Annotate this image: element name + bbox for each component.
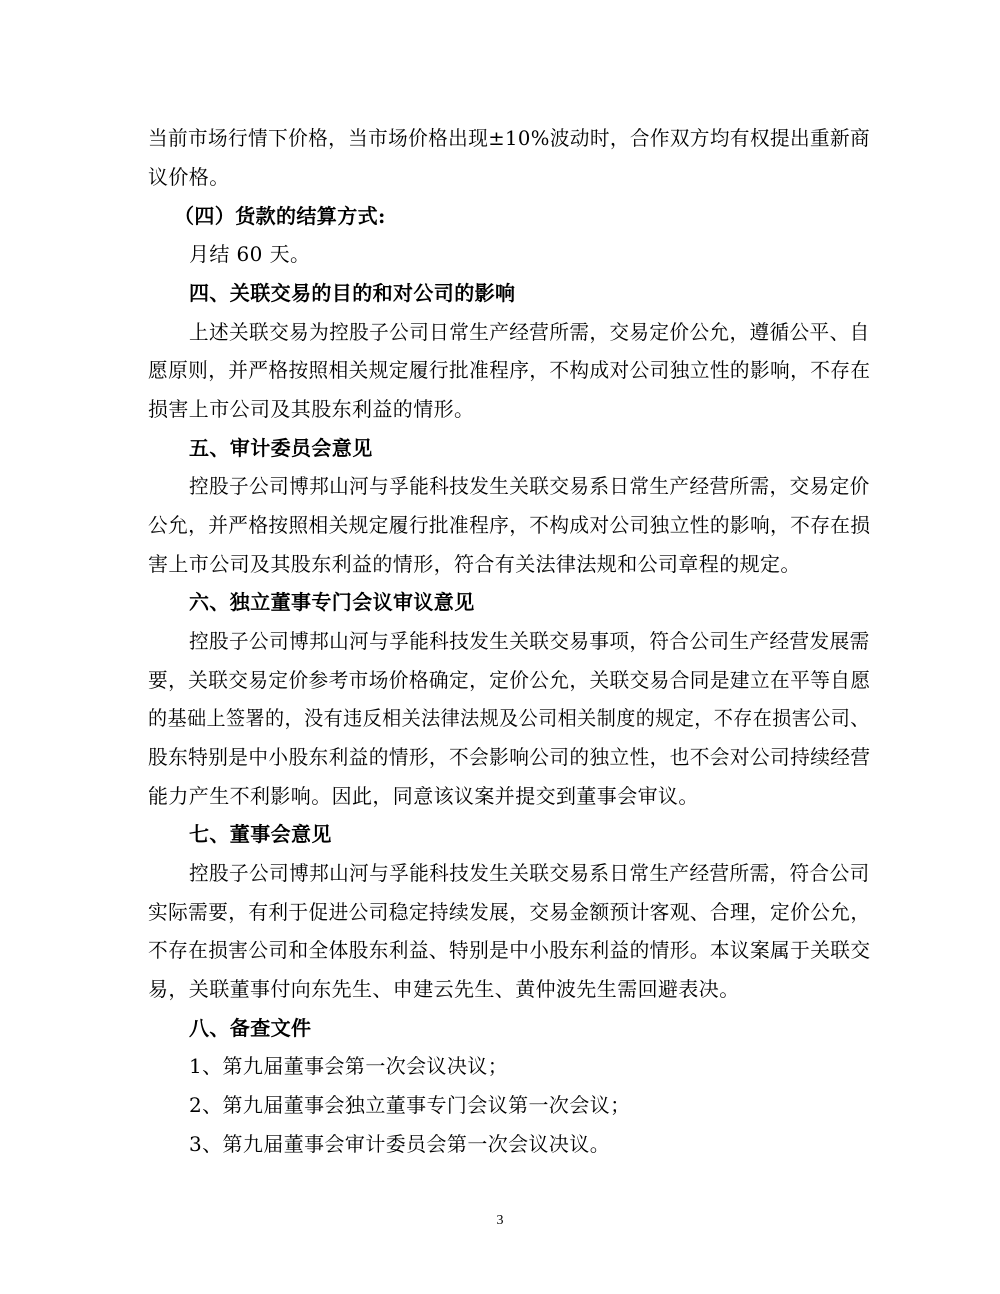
section-heading: 五、审计委员会意见	[189, 436, 373, 460]
paragraph-line: 易，关联董事付向东先生、申建云先生、黄仲波先生需回避表决。	[148, 977, 740, 1001]
paragraph-line: 公允，并严格按照相关规定履行批准程序，不构成对公司独立性的影响，不存在损	[148, 513, 871, 537]
paragraph-line: 控股子公司博邦山河与孚能科技发生关联交易系日常生产经营所需，交易定价	[189, 474, 870, 498]
list-item: 2、第九届董事会独立董事专门会议第一次会议；	[189, 1093, 631, 1117]
paragraph-line: 的基础上签署的，没有违反相关法律法规及公司相关制度的规定，不存在损害公司、	[148, 706, 870, 730]
paragraph-line: 实际需要，有利于促进公司稳定持续发展，交易金额预计客观、合理，定价公允，	[148, 900, 871, 924]
section-heading: 六、独立董事专门会议审议意见	[189, 590, 475, 614]
section-heading: 八、备查文件	[189, 1016, 312, 1040]
paragraph-line: 愿原则，并严格按照相关规定履行批准程序，不构成对公司独立性的影响，不存在	[148, 358, 871, 382]
paragraph-line: 上述关联交易为控股子公司日常生产经营所需，交易定价公允，遵循公平、自	[189, 320, 870, 344]
list-item: 3、第九届董事会审计委员会第一次会议决议。	[189, 1132, 611, 1156]
paragraph-line: 当前市场行情下价格，当市场价格出现±10%波动时，合作双方均有权提出重新商	[148, 126, 871, 150]
paragraph-line: 要，关联交易定价参考市场价格确定，定价公允，关联交易合同是建立在平等自愿	[148, 668, 871, 692]
paragraph-line: 害上市公司及其股东利益的情形，符合有关法律法规和公司章程的规定。	[148, 552, 801, 576]
paragraph-line: 不存在损害公司和全体股东利益、特别是中小股东利益的情形。本议案属于关联交	[148, 938, 871, 962]
section-heading: 七、董事会意见	[189, 822, 332, 846]
section-heading: 四、关联交易的目的和对公司的影响	[189, 281, 516, 305]
paragraph-line: 损害上市公司及其股东利益的情形。	[148, 397, 475, 421]
paragraph-line: 控股子公司博邦山河与孚能科技发生关联交易事项，符合公司生产经营发展需	[189, 629, 870, 653]
paragraph-line: 控股子公司博邦山河与孚能科技发生关联交易系日常生产经营所需，符合公司	[189, 861, 870, 885]
paragraph-line: 能力产生不利影响。因此，同意该议案并提交到董事会审议。	[148, 784, 699, 808]
paragraph-line: 议价格。	[148, 165, 230, 189]
subsection-heading: （四）货款的结算方式:	[174, 204, 386, 228]
paragraph-line: 月结 60 天。	[189, 242, 311, 266]
page-number: 3	[496, 1213, 504, 1228]
paragraph-line: 股东特别是中小股东利益的情形，不会影响公司的独立性，也不会对公司持续经营	[148, 745, 871, 769]
list-item: 1、第九届董事会第一次会议决议；	[189, 1054, 509, 1078]
